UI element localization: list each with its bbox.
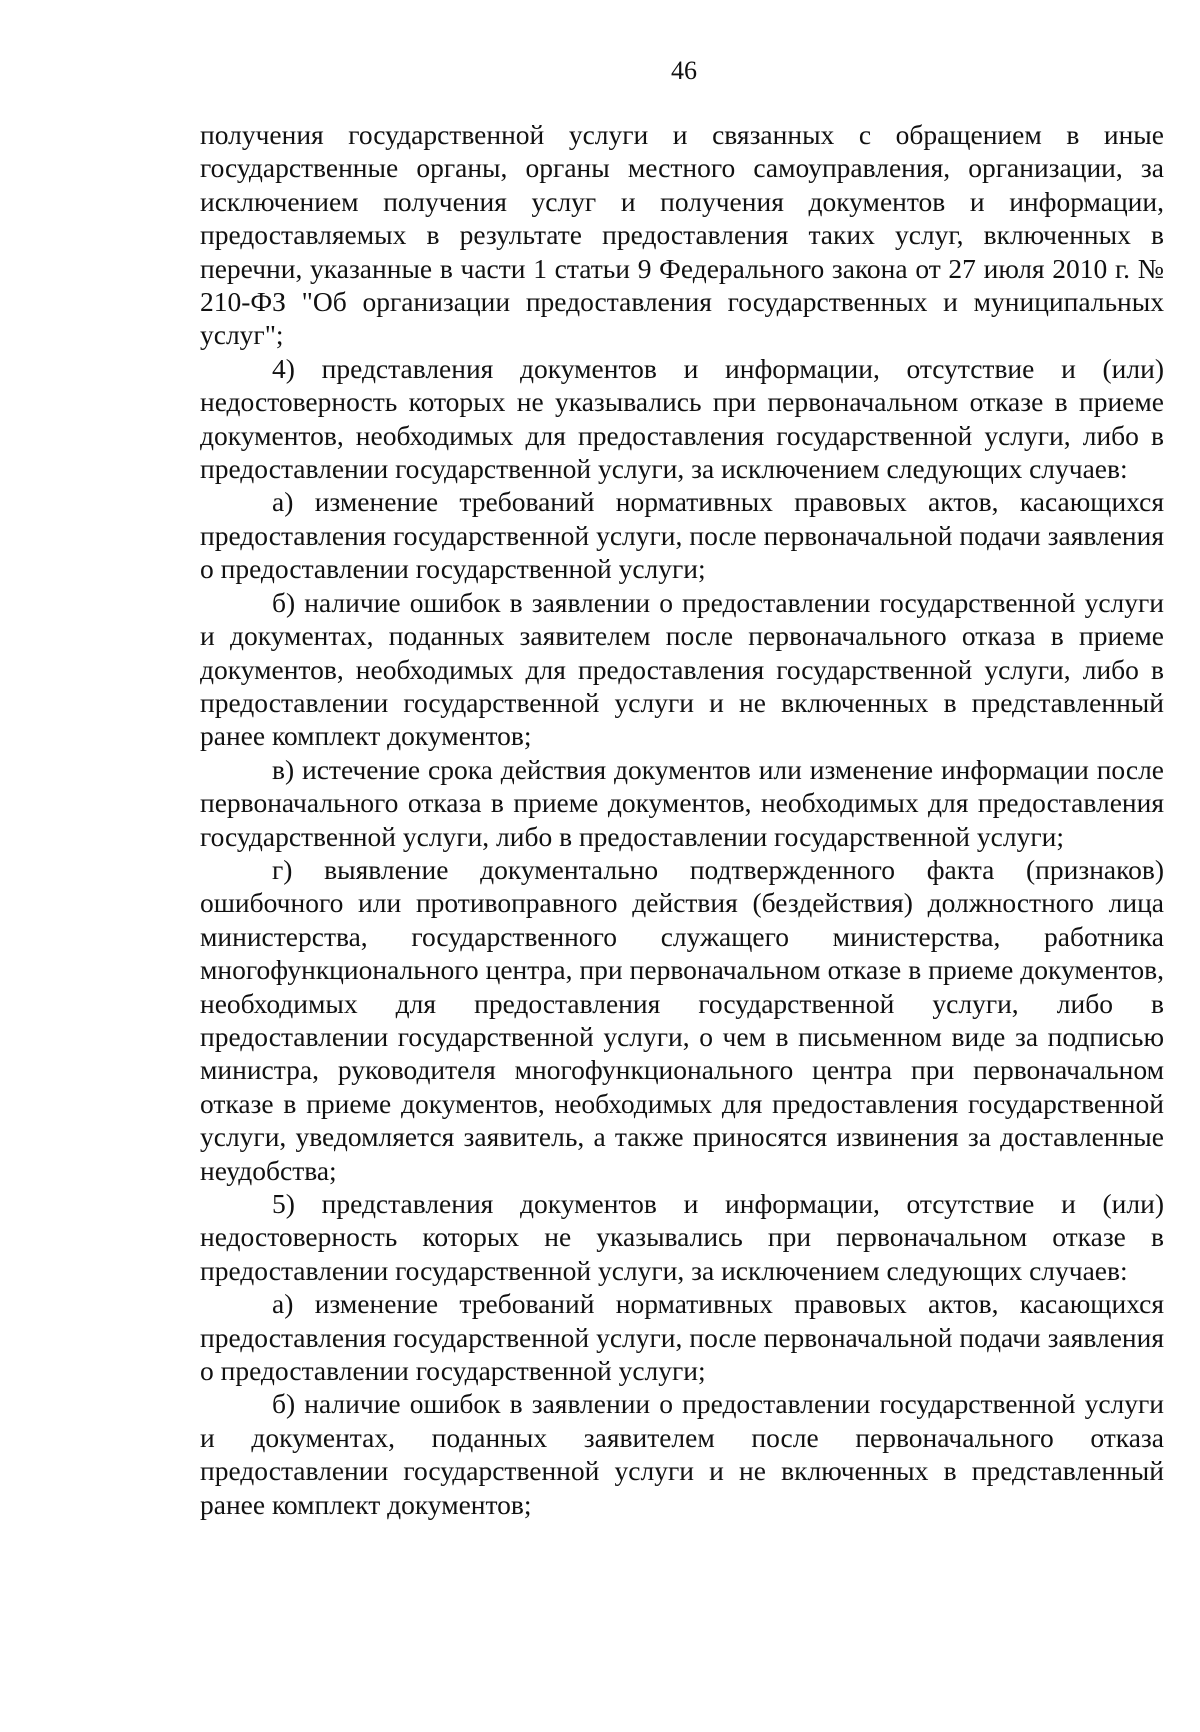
paragraph-item-4a: а) изменение требований нормативных правовых актов, касающихся предоставления государственной услуги, после первоначальной подачи заявления о предоставлении государственной услуги; [200,486,1164,585]
paragraph-item-4: 4) представления документов и информации, отсутствие и (или) недостоверность которых не указывались при первоначальном отказе в приеме документов, необходимых для предоставления государственной услуги, либо в предоставлении государственной услуги, за исключением следующих случаев: [200,352,1164,485]
paragraph-item-5: 5) представления документов и информации, отсутствие и (или) недостоверность которых не указывались при первоначальном отказе в предоставлении государственной услуги, за исключением следующих случаев: [200,1188,1164,1286]
document-body [200,118,1164,1521]
page-number: 46 [671,56,697,85]
paragraph-item-5b: б) наличие ошибок в заявлении о предоставлении государственной услуги и документах, поданных заявителем после первоначального отказа предоставлении государственной услуги и не включенных в представленный ранее комплект документов; [200,1388,1164,1520]
paragraph-continuation: получения государственной услуги и связанных с обращением в иные государственные органы, органы местного самоуправления, организации, за исключением получения услуг и получения документов и информации, предоставляемых в результате предоставления таких услуг, включенных в перечни, указанные в части 1 статьи 9 Федерального закона от 27 июля 2010 г. № 210-ФЗ "Об организации предоставления государственных и муниципальных услуг"; [200,119,1164,351]
paragraph-item-4b: б) наличие ошибок в заявлении о предоставлении государственной услуги и документах, поданных заявителем после первоначального отказа в приеме документов, необходимых для предоставления государственной услуги, либо в предоставлении государственной услуги и не включенных в представленный ранее комплект документов; [200,586,1164,752]
paragraph-item-5a: а) изменение требований нормативных правовых актов, касающихся предоставления государственной услуги, после первоначальной подачи заявления о предоставлении государственной услуги; [200,1288,1164,1387]
paragraph-item-4g: г) выявление документально подтвержденного факта (признаков) ошибочного или противоправного действия (бездействия) должностного лица министерства, государственного служащего министерства, работника многофункционального центра, при первоначальном отказе в приеме документов, необходимых для предоставления государственной услуги, либо в предоставлении государственной услуги, о чем в письменном виде за подписью министра, руководителя многофункционального центра при первоначальном отказе в приеме документов, необходимых для предоставления государственной услуги, уведомляется заявитель, а также приносятся извинения за доставленные неудобства; [200,853,1164,1186]
paragraph-item-4v: в) истечение срока действия документов или изменение информации после первоначального отказа в приеме документов, необходимых для предоставления государственной услуги, либо в предоставлении государственной услуги; [200,753,1164,852]
